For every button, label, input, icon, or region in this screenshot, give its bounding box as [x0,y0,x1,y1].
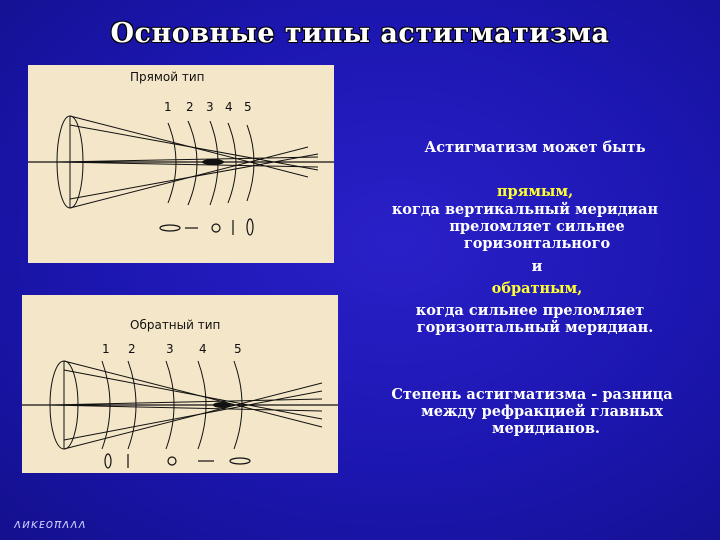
intro-text: Астигматизм может быть [424,139,646,156]
direct-rays [28,116,334,208]
direct-number-5: 5 [244,100,252,114]
degree-text-line2: между рефракцией главных [421,403,663,420]
reverse-rays [22,361,338,449]
reverse-number-5: 5 [234,342,242,356]
reverse-cross-sections [105,454,250,468]
reverse-term: обратным, [491,280,583,297]
direct-number-4: 4 [225,100,233,114]
reverse-type-svg [22,295,338,473]
direct-focus-mark [202,159,224,165]
slide-title: Основные типы астигматизма [110,18,610,49]
degree-text-line1: Степень астигматизма - разница [391,386,673,403]
reverse-number-3: 3 [166,342,174,356]
direct-number-1: 1 [164,100,172,114]
reverse-type-diagram [22,295,338,473]
direct-number-2: 2 [186,100,194,114]
reverse-number-4: 4 [199,342,207,356]
reverse-number-1: 1 [102,342,110,356]
reverse-desc-line2: горизонтальный меридиан. [416,319,654,336]
direct-type-svg [28,65,334,263]
direct-term: прямым, [496,183,574,200]
direct-desc-line1: когда вертикальный меридиан [391,201,659,218]
conjunction-and: и [531,258,543,275]
direct-cross-sections [160,219,253,235]
degree-text-line3: меридианов. [492,420,600,437]
reverse-number-2: 2 [128,342,136,356]
direct-desc-line2: преломляет сильнее [449,218,625,235]
direct-type-diagram [28,65,334,263]
publisher-logo: ᴧᴎᴋᴇᴏπᴧᴧᴧ [14,517,87,531]
direct-type-label: Прямой тип [130,70,205,84]
direct-number-3: 3 [206,100,214,114]
reverse-desc-line1: когда сильнее преломляет [415,302,645,319]
reverse-type-label: Обратный тип [130,318,221,332]
reverse-focus-mark [213,402,231,408]
direct-desc-line3: горизонтального [463,235,611,252]
